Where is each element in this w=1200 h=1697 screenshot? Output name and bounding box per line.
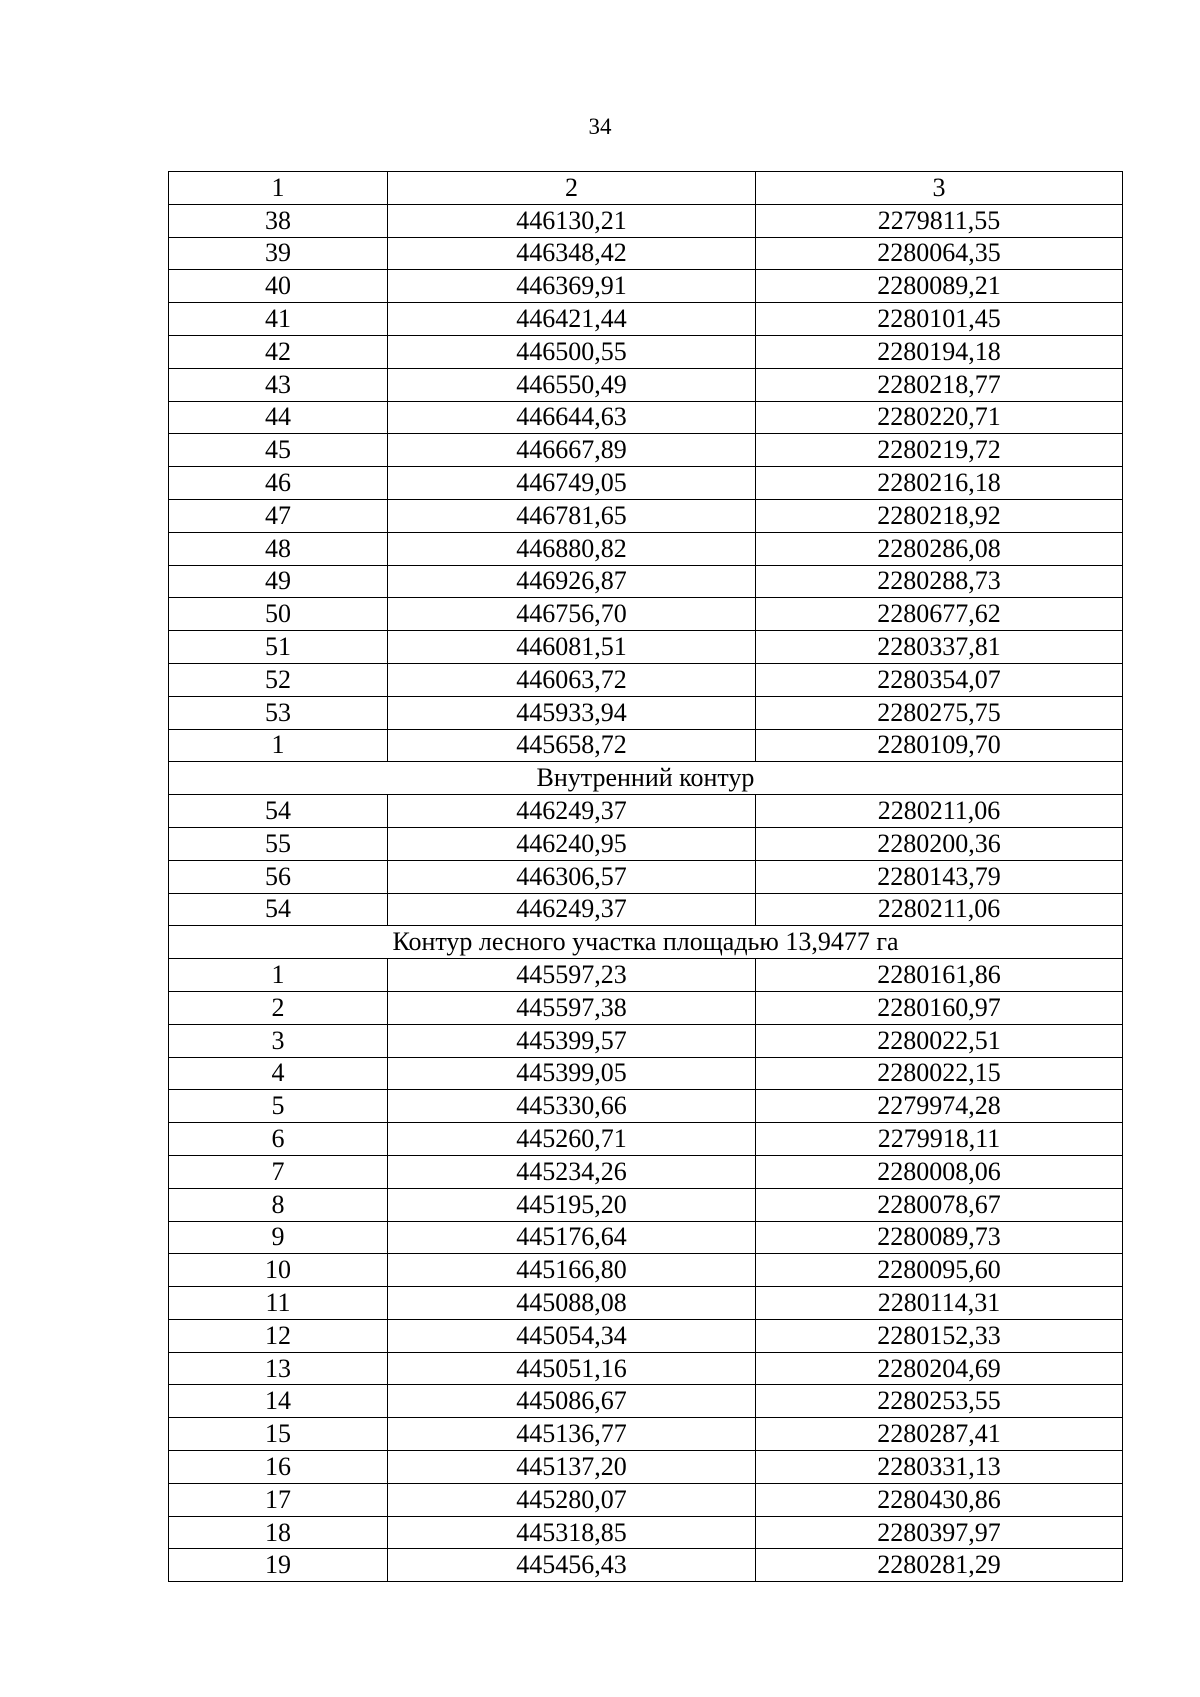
point-number-cell: 48 <box>169 532 388 565</box>
table-row <box>169 1418 1123 1451</box>
x-coordinate-cell: 446348,42 <box>388 237 756 270</box>
table-row <box>169 663 1123 696</box>
x-coordinate-cell: 445166,80 <box>388 1254 756 1287</box>
table-row <box>169 1090 1123 1123</box>
y-coordinate-cell: 2280287,41 <box>756 1418 1123 1451</box>
point-number-cell: 1 <box>169 729 388 762</box>
point-number-cell: 52 <box>169 663 388 696</box>
y-coordinate-cell: 2280101,45 <box>756 303 1123 336</box>
table-row <box>169 368 1123 401</box>
point-number-cell: 40 <box>169 270 388 303</box>
x-coordinate-cell: 445456,43 <box>388 1549 756 1582</box>
y-coordinate-cell: 2280089,73 <box>756 1221 1123 1254</box>
table-row <box>169 434 1123 467</box>
point-number-cell: 11 <box>169 1287 388 1320</box>
point-number-cell: 44 <box>169 401 388 434</box>
table-row <box>169 237 1123 270</box>
y-coordinate-cell: 2280078,67 <box>756 1188 1123 1221</box>
table-row <box>169 1319 1123 1352</box>
y-coordinate-cell: 2280143,79 <box>756 860 1123 893</box>
x-coordinate-cell: 446306,57 <box>388 860 756 893</box>
point-number-cell: 45 <box>169 434 388 467</box>
point-number-cell: 51 <box>169 631 388 664</box>
point-number-cell: 4 <box>169 1057 388 1090</box>
y-coordinate-cell: 2280064,35 <box>756 237 1123 270</box>
point-number-cell: 50 <box>169 598 388 631</box>
point-number-cell: 13 <box>169 1352 388 1385</box>
table-row <box>169 893 1123 926</box>
y-coordinate-cell: 2280216,18 <box>756 467 1123 500</box>
y-coordinate-cell: 2280194,18 <box>756 335 1123 368</box>
table-row <box>169 860 1123 893</box>
point-number-cell: 12 <box>169 1319 388 1352</box>
y-coordinate-cell: 2280331,13 <box>756 1451 1123 1484</box>
point-number-cell: 38 <box>169 204 388 237</box>
table-row <box>169 401 1123 434</box>
point-number-cell: 15 <box>169 1418 388 1451</box>
y-coordinate-cell: 2280397,97 <box>756 1516 1123 1549</box>
table-row <box>169 1057 1123 1090</box>
point-number-cell: 17 <box>169 1483 388 1516</box>
y-coordinate-cell: 2279974,28 <box>756 1090 1123 1123</box>
point-number-cell: 5 <box>169 1090 388 1123</box>
section-row <box>169 926 1123 959</box>
table-row <box>169 696 1123 729</box>
table-body <box>169 172 1123 1582</box>
table-row <box>169 1385 1123 1418</box>
y-coordinate-cell: 2280161,86 <box>756 959 1123 992</box>
y-coordinate-cell: 2280022,15 <box>756 1057 1123 1090</box>
table-row <box>169 1287 1123 1320</box>
y-coordinate-cell: 2280430,86 <box>756 1483 1123 1516</box>
coordinates-table <box>168 171 1123 1582</box>
point-number-cell: 16 <box>169 1451 388 1484</box>
column-header-x: 2 <box>388 172 756 205</box>
x-coordinate-cell: 446550,49 <box>388 368 756 401</box>
y-coordinate-cell: 2280220,71 <box>756 401 1123 434</box>
x-coordinate-cell: 445597,23 <box>388 959 756 992</box>
y-coordinate-cell: 2280109,70 <box>756 729 1123 762</box>
x-coordinate-cell: 445054,34 <box>388 1319 756 1352</box>
point-number-cell: 7 <box>169 1155 388 1188</box>
table-row <box>169 467 1123 500</box>
x-coordinate-cell: 445597,38 <box>388 991 756 1024</box>
table-row <box>169 1188 1123 1221</box>
table-row <box>169 499 1123 532</box>
table-row <box>169 729 1123 762</box>
table-row <box>169 1254 1123 1287</box>
x-coordinate-cell: 446781,65 <box>388 499 756 532</box>
point-number-cell: 14 <box>169 1385 388 1418</box>
section-title: Внутренний контур <box>169 762 1123 795</box>
table-row <box>169 959 1123 992</box>
y-coordinate-cell: 2280211,06 <box>756 795 1123 828</box>
y-coordinate-cell: 2280211,06 <box>756 893 1123 926</box>
point-number-cell: 56 <box>169 860 388 893</box>
x-coordinate-cell: 446369,91 <box>388 270 756 303</box>
table-row <box>169 1155 1123 1188</box>
y-coordinate-cell: 2280095,60 <box>756 1254 1123 1287</box>
table-row <box>169 532 1123 565</box>
point-number-cell: 54 <box>169 893 388 926</box>
y-coordinate-cell: 2280160,97 <box>756 991 1123 1024</box>
point-number-cell: 9 <box>169 1221 388 1254</box>
x-coordinate-cell: 445051,16 <box>388 1352 756 1385</box>
x-coordinate-cell: 445399,57 <box>388 1024 756 1057</box>
point-number-cell: 53 <box>169 696 388 729</box>
table-row <box>169 1549 1123 1582</box>
point-number-cell: 6 <box>169 1123 388 1156</box>
point-number-cell: 41 <box>169 303 388 336</box>
x-coordinate-cell: 445088,08 <box>388 1287 756 1320</box>
table-row <box>169 1123 1123 1156</box>
table-row <box>169 204 1123 237</box>
x-coordinate-cell: 446756,70 <box>388 598 756 631</box>
table-row <box>169 303 1123 336</box>
x-coordinate-cell: 445137,20 <box>388 1451 756 1484</box>
table-row <box>169 1451 1123 1484</box>
x-coordinate-cell: 445176,64 <box>388 1221 756 1254</box>
x-coordinate-cell: 446063,72 <box>388 663 756 696</box>
table-row <box>169 827 1123 860</box>
y-coordinate-cell: 2280152,33 <box>756 1319 1123 1352</box>
point-number-cell: 47 <box>169 499 388 532</box>
x-coordinate-cell: 446667,89 <box>388 434 756 467</box>
x-coordinate-cell: 446926,87 <box>388 565 756 598</box>
point-number-cell: 2 <box>169 991 388 1024</box>
table-row <box>169 1221 1123 1254</box>
x-coordinate-cell: 446081,51 <box>388 631 756 664</box>
point-number-cell: 8 <box>169 1188 388 1221</box>
y-coordinate-cell: 2280114,31 <box>756 1287 1123 1320</box>
table-row <box>169 1483 1123 1516</box>
y-coordinate-cell: 2280354,07 <box>756 663 1123 696</box>
point-number-cell: 49 <box>169 565 388 598</box>
point-number-cell: 18 <box>169 1516 388 1549</box>
y-coordinate-cell: 2280008,06 <box>756 1155 1123 1188</box>
x-coordinate-cell: 446249,37 <box>388 795 756 828</box>
y-coordinate-cell: 2280281,29 <box>756 1549 1123 1582</box>
y-coordinate-cell: 2280275,75 <box>756 696 1123 729</box>
table-row <box>169 991 1123 1024</box>
column-header-point: 1 <box>169 172 388 205</box>
x-coordinate-cell: 445658,72 <box>388 729 756 762</box>
x-coordinate-cell: 445280,07 <box>388 1483 756 1516</box>
x-coordinate-cell: 445399,05 <box>388 1057 756 1090</box>
column-header-y: 3 <box>756 172 1123 205</box>
x-coordinate-cell: 445933,94 <box>388 696 756 729</box>
point-number-cell: 10 <box>169 1254 388 1287</box>
x-coordinate-cell: 445195,20 <box>388 1188 756 1221</box>
x-coordinate-cell: 445234,26 <box>388 1155 756 1188</box>
table-header-row <box>169 172 1123 205</box>
x-coordinate-cell: 446500,55 <box>388 335 756 368</box>
table-row <box>169 335 1123 368</box>
x-coordinate-cell: 445260,71 <box>388 1123 756 1156</box>
x-coordinate-cell: 446130,21 <box>388 204 756 237</box>
table-row <box>169 1352 1123 1385</box>
y-coordinate-cell: 2280089,21 <box>756 270 1123 303</box>
x-coordinate-cell: 446749,05 <box>388 467 756 500</box>
y-coordinate-cell: 2280337,81 <box>756 631 1123 664</box>
section-row <box>169 762 1123 795</box>
table-row <box>169 598 1123 631</box>
table-row <box>169 1024 1123 1057</box>
point-number-cell: 54 <box>169 795 388 828</box>
y-coordinate-cell: 2279918,11 <box>756 1123 1123 1156</box>
y-coordinate-cell: 2279811,55 <box>756 204 1123 237</box>
x-coordinate-cell: 446644,63 <box>388 401 756 434</box>
point-number-cell: 39 <box>169 237 388 270</box>
y-coordinate-cell: 2280218,77 <box>756 368 1123 401</box>
y-coordinate-cell: 2280677,62 <box>756 598 1123 631</box>
point-number-cell: 42 <box>169 335 388 368</box>
y-coordinate-cell: 2280200,36 <box>756 827 1123 860</box>
y-coordinate-cell: 2280288,73 <box>756 565 1123 598</box>
point-number-cell: 3 <box>169 1024 388 1057</box>
point-number-cell: 43 <box>169 368 388 401</box>
y-coordinate-cell: 2280022,51 <box>756 1024 1123 1057</box>
x-coordinate-cell: 446240,95 <box>388 827 756 860</box>
section-title: Контур лесного участка площадью 13,9477 га <box>169 926 1123 959</box>
table-row <box>169 270 1123 303</box>
x-coordinate-cell: 445330,66 <box>388 1090 756 1123</box>
x-coordinate-cell: 445136,77 <box>388 1418 756 1451</box>
x-coordinate-cell: 446421,44 <box>388 303 756 336</box>
x-coordinate-cell: 446249,37 <box>388 893 756 926</box>
y-coordinate-cell: 2280286,08 <box>756 532 1123 565</box>
page-number: 34 <box>588 114 612 139</box>
y-coordinate-cell: 2280218,92 <box>756 499 1123 532</box>
point-number-cell: 1 <box>169 959 388 992</box>
x-coordinate-cell: 445086,67 <box>388 1385 756 1418</box>
point-number-cell: 55 <box>169 827 388 860</box>
point-number-cell: 19 <box>169 1549 388 1582</box>
x-coordinate-cell: 445318,85 <box>388 1516 756 1549</box>
table-row <box>169 565 1123 598</box>
point-number-cell: 46 <box>169 467 388 500</box>
table-row <box>169 795 1123 828</box>
table-row <box>169 1516 1123 1549</box>
y-coordinate-cell: 2280204,69 <box>756 1352 1123 1385</box>
table-row <box>169 631 1123 664</box>
y-coordinate-cell: 2280219,72 <box>756 434 1123 467</box>
x-coordinate-cell: 446880,82 <box>388 532 756 565</box>
y-coordinate-cell: 2280253,55 <box>756 1385 1123 1418</box>
